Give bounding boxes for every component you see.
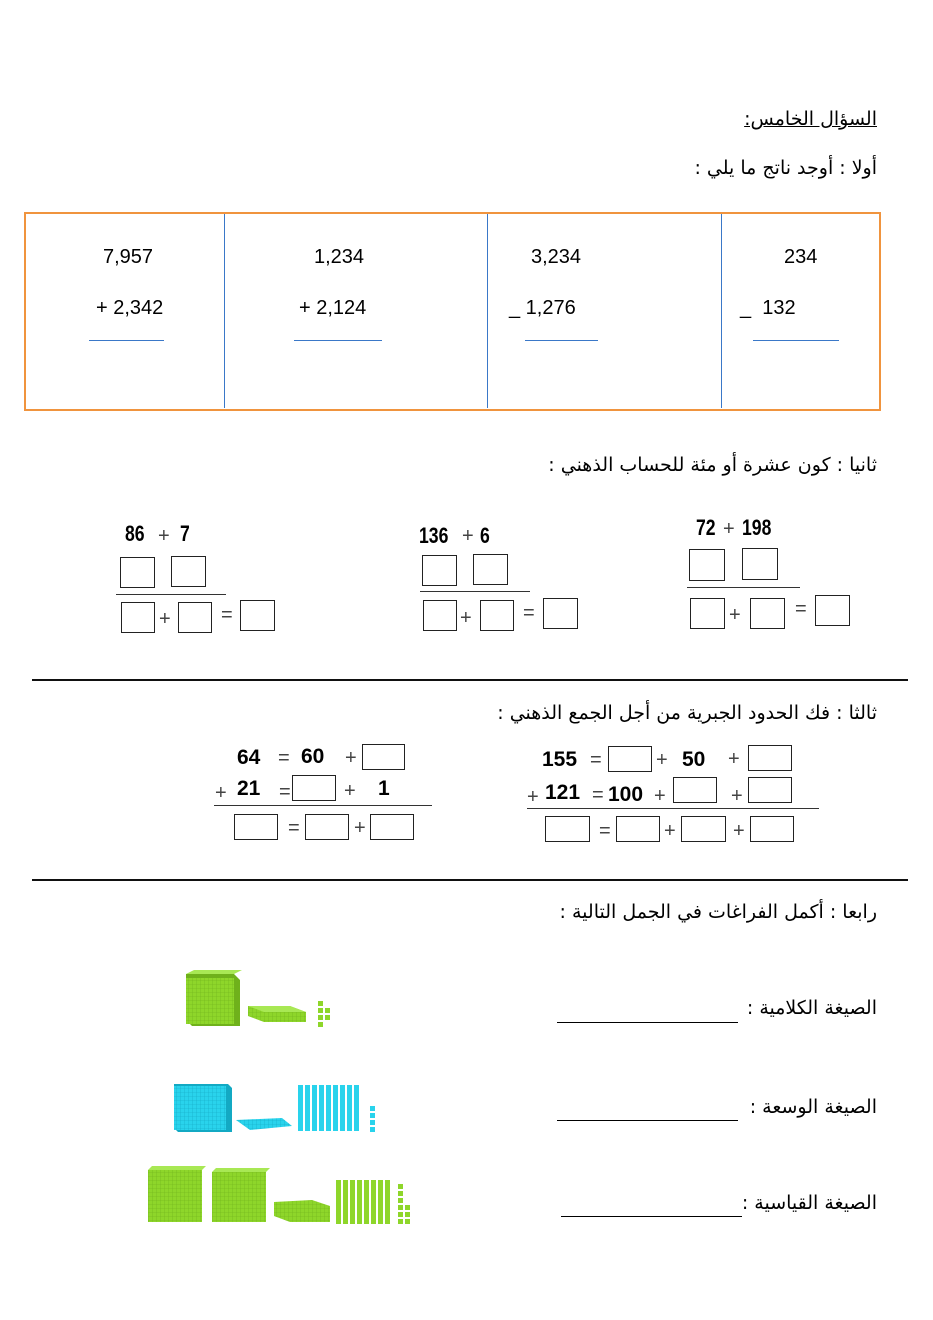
part2-heading: ثانيا : كون عشرة أو مئة للحساب الذهني :	[548, 454, 877, 476]
base-ten-blocks-illustration	[140, 960, 440, 1240]
standard-form-label: الصيغة القياسية :	[741, 1192, 877, 1214]
answer-box[interactable]	[681, 816, 726, 842]
answer-box[interactable]	[616, 816, 660, 842]
answer-box[interactable]	[742, 548, 778, 580]
divider	[32, 679, 908, 681]
green-cube-icon	[212, 1168, 270, 1222]
problem-3-bottom: _ 1,276	[509, 297, 576, 319]
answer-box[interactable]	[750, 816, 794, 842]
answer-box[interactable]	[362, 744, 405, 770]
answer-box[interactable]	[689, 549, 725, 581]
green-flat-icon	[274, 1200, 330, 1222]
problem-4-top: 234	[784, 246, 818, 268]
verbal-form-blank[interactable]	[557, 1022, 738, 1023]
answer-box[interactable]	[422, 555, 457, 586]
problem-1-top: 7,957	[103, 246, 154, 268]
answer-box[interactable]	[750, 598, 785, 629]
problem-4-bottom: _ 132	[740, 297, 796, 319]
answer-box[interactable]	[234, 814, 278, 840]
problem-2-bottom: + 2,124	[299, 297, 367, 319]
part3-heading: ثالثا : فك الحدود الجبرية من أجل الجمع الذهني :	[497, 702, 877, 724]
part1-heading: أولا : أوجد ناتج ما يلي :	[694, 157, 877, 179]
answer-box[interactable]	[543, 598, 578, 629]
green-rods-icon	[336, 1180, 390, 1224]
verbal-form-label: الصيغة الكلامية :	[746, 997, 877, 1019]
answer-box[interactable]	[748, 777, 792, 803]
question-title: السؤال الخامس:	[744, 108, 877, 130]
problem-2-top: 1,234	[314, 246, 365, 268]
answer-box[interactable]	[423, 600, 457, 631]
green-cube-icon	[148, 1166, 206, 1222]
answer-box[interactable]	[240, 600, 275, 631]
answer-box[interactable]	[690, 598, 725, 629]
answer-box[interactable]	[121, 602, 155, 633]
answer-box[interactable]	[545, 816, 590, 842]
expanded-form-blank[interactable]	[557, 1120, 738, 1121]
answer-box[interactable]	[120, 557, 155, 588]
cyan-rods-icon	[298, 1085, 359, 1131]
answer-box[interactable]	[748, 745, 792, 771]
green-ones-icon	[398, 1184, 410, 1224]
green-cube-icon	[186, 970, 242, 1026]
answer-box[interactable]	[292, 775, 336, 801]
problem-3-top: 3,234	[531, 246, 582, 268]
part4-heading: رابعا : أكمل الفراغات في الجمل التالية :	[559, 901, 877, 923]
answer-box[interactable]	[473, 554, 508, 585]
answer-box[interactable]	[480, 600, 514, 631]
answer-box[interactable]	[305, 814, 349, 840]
answer-box[interactable]	[171, 556, 206, 587]
expanded-form-label: الصيغة الوسعة :	[749, 1096, 877, 1118]
answer-box[interactable]	[673, 777, 717, 803]
green-ones-icon	[318, 1001, 330, 1027]
cyan-flat-icon	[236, 1118, 292, 1130]
answer-box[interactable]	[608, 746, 652, 772]
cyan-cube-icon	[174, 1084, 232, 1132]
answer-box[interactable]	[178, 602, 212, 633]
cyan-ones-icon	[370, 1106, 375, 1132]
green-flat-icon	[248, 1006, 306, 1022]
answer-box[interactable]	[815, 595, 850, 626]
answer-box[interactable]	[370, 814, 414, 840]
standard-form-blank[interactable]	[561, 1216, 742, 1217]
divider	[32, 879, 908, 881]
problem-1-bottom: + 2,342	[96, 297, 164, 319]
